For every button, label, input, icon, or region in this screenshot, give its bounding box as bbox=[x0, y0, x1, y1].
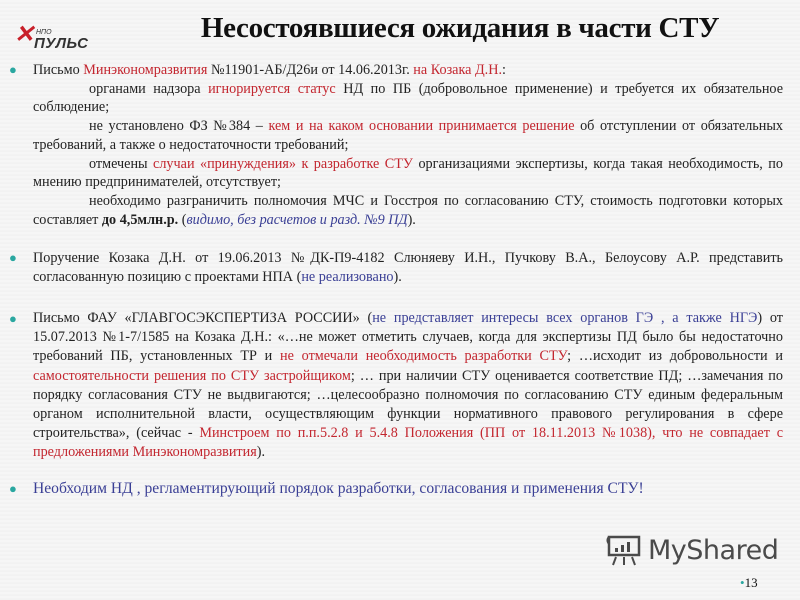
paragraph-kozak-order bbox=[9, 249, 783, 286]
highlight-red-text: самостоятельности решения по СТУ застройщиком bbox=[33, 367, 351, 384]
text-line bbox=[33, 192, 783, 229]
highlight-red-text: игнорируется статус bbox=[208, 80, 336, 97]
text-segment: ; … при наличии СТУ оценивается соответствие ПД; …замечания по порядку согласования СТУ не выдвигаются; …целесообразно полномочия по согласованию СТУ единым федеральным органом исполнительной власти, осуществляющим функции нормативного правового регулирования в сфере строительства», (сейчас - bbox=[33, 367, 783, 442]
slide-title: Несостоявшиеся ожидания в части СТУ bbox=[200, 12, 720, 44]
text-segment: ( bbox=[178, 211, 187, 228]
page-number bbox=[740, 575, 758, 591]
page-number-text: 13 bbox=[744, 575, 758, 590]
text-segment: : bbox=[502, 62, 506, 78]
text-segment: об отступлении от обязательных требований, а также о недостаточности требований; bbox=[33, 118, 783, 153]
watermark-text: MyShared bbox=[648, 534, 779, 566]
note-blue-text: Необходим НД , регламентирующий порядок разработки, согласования и применения СТУ! bbox=[33, 480, 644, 497]
text-line bbox=[33, 80, 783, 117]
text-segment: Письмо ФАУ «ГЛАВГОСЭКСПЕРТИЗА РОССИИ» ( bbox=[33, 310, 373, 326]
logo-mark-icon: ✕ bbox=[14, 21, 35, 48]
text-segment: необходимо разграничить полномочия МЧС и Госстроя по согласованию СТУ, стоимость подготовки которых составляет bbox=[33, 192, 783, 228]
paragraph-glavgosexpertiza-letter bbox=[9, 309, 783, 463]
text-segment: НД по ПБ (добровольное применение) и требуется их обязательное соблюдение; bbox=[33, 80, 783, 116]
logo-name: ПУЛЬС bbox=[34, 35, 89, 52]
highlight-red-text: на Козака Д.Н. bbox=[413, 62, 503, 78]
highlight-red-text: случаи «принуждения» к разработке СТУ bbox=[153, 155, 413, 172]
text-line bbox=[33, 309, 783, 463]
text-segment: организациями экспертизы, когда такая необходимость, по мнению предпринимателей, отсутствует; bbox=[33, 155, 783, 191]
highlight-red-text: кем и на каком основании принимается решение bbox=[268, 118, 575, 135]
text-segment: органами надзора bbox=[89, 80, 209, 97]
text-segment: №11901-АБ/Д26и от 14.06.2013г. bbox=[207, 62, 414, 78]
text-segment: Письмо bbox=[33, 62, 84, 78]
logo-small-text: НПО bbox=[36, 29, 52, 36]
text-segment: ). bbox=[393, 268, 402, 285]
text-segment: ; …исходит из добровольности и bbox=[567, 348, 783, 365]
note-blue-text: не реализовано bbox=[301, 268, 394, 285]
bullet-icon: • bbox=[740, 575, 745, 590]
paragraph-minek-letter bbox=[9, 61, 783, 229]
note-blue-text: не представляет интересы всех органов ГЭ , а также НГЭ bbox=[372, 310, 758, 326]
myshared-watermark bbox=[606, 533, 778, 567]
text-line bbox=[33, 249, 783, 286]
text-line bbox=[33, 155, 783, 192]
bullet-icon: ● bbox=[9, 311, 17, 326]
text-segment: Поручение Козака Д.Н. от 19.06.2013 №ДК-П9-4182 Слюняеву И.Н., Пучкову В.А., Белоусову А.Р. представить согласованную позицию с проектами НПА ( bbox=[33, 250, 783, 285]
text-segment: до 4,5млн.р. bbox=[101, 211, 179, 228]
text-segment: ) от 15.07.2013 №1-7/1585 на Козака Д.Н.: «…не может отметить случаев, когда для экспертизы ПД было бы недостаточно требований ПБ, установленных ТР и bbox=[33, 310, 783, 365]
text-segment: ). bbox=[407, 211, 416, 228]
bullet-icon: ● bbox=[9, 250, 17, 265]
highlight-red-text: не отмечали необходимость разработки СТУ bbox=[280, 348, 568, 365]
note-blue-text: видимо, без расчетов и разд. №9 ПД bbox=[186, 211, 408, 228]
text-line bbox=[33, 61, 783, 80]
text-segment: ). bbox=[256, 444, 266, 461]
highlight-red-text: Минстроем по п.п.5.2.8 и 5.4.8 Положения (ПП от 18.11.2013 №1038), что не совпадает с предложениями Минэкономразвития bbox=[33, 425, 783, 461]
text-segment: не установлено ФЗ №384 – bbox=[89, 118, 269, 135]
bullet-icon: ● bbox=[9, 62, 17, 77]
bullet-icon: ● bbox=[9, 481, 17, 496]
npo-puls-logo bbox=[14, 20, 100, 54]
highlight-red-text: Минэкономразвития bbox=[83, 62, 208, 78]
text-line bbox=[33, 480, 783, 499]
text-line bbox=[33, 117, 783, 154]
presentation-board-icon bbox=[606, 533, 642, 567]
text-segment: отмечены bbox=[89, 155, 154, 172]
paragraph-conclusion bbox=[9, 480, 783, 499]
